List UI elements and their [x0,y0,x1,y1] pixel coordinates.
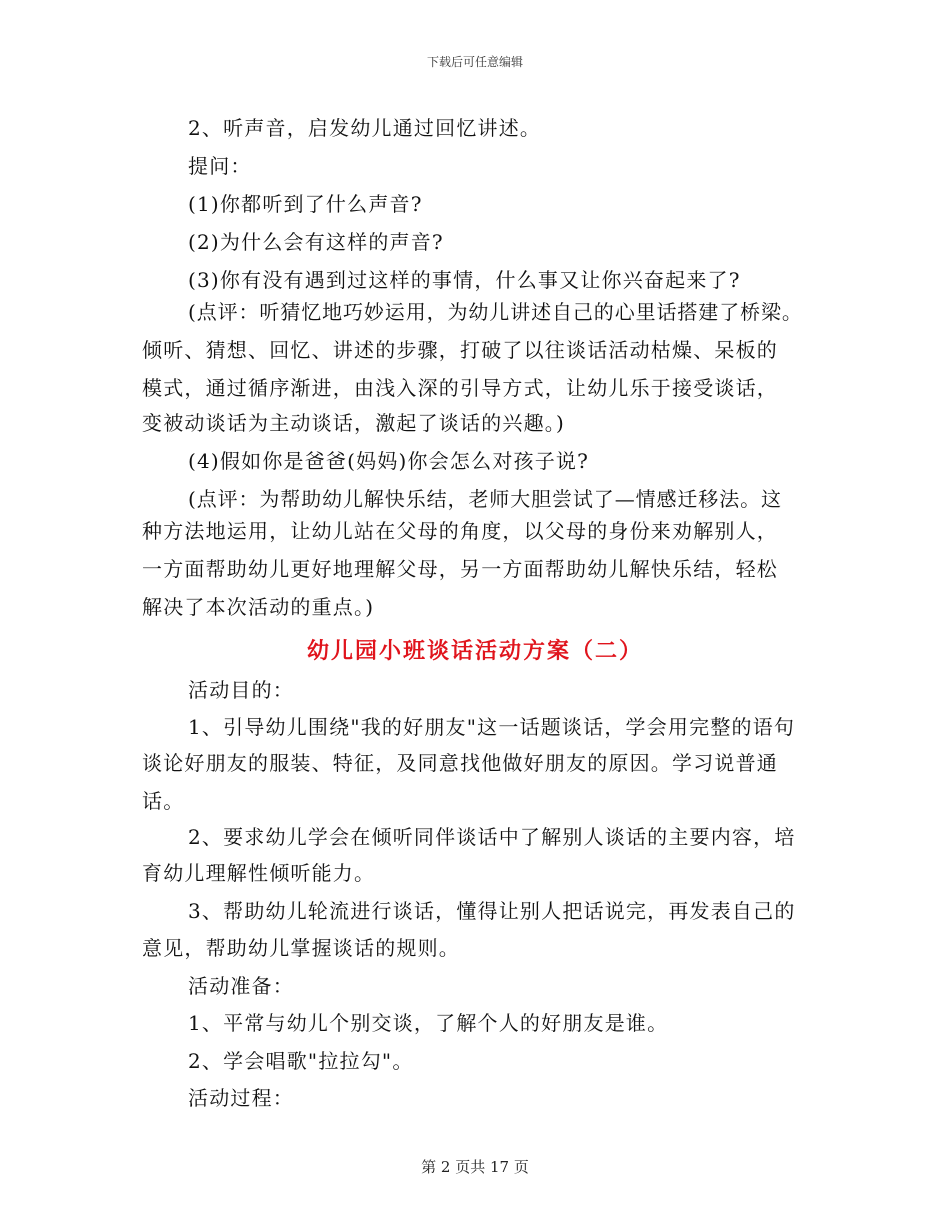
text-line: 育幼儿理解性倾听能力。 [142,861,376,885]
text-line: 谈论好朋友的服装、特征，及同意找他做好朋友的原因。学习说普通 [142,751,778,775]
text-line: 活动目的： [188,678,294,702]
text-line: 模式，通过循序渐进，由浅入深的引导方式，让幼儿乐于接受谈话， [142,376,778,400]
text-line: 2、听声音，启发幼儿通过回忆讲述。 [188,116,542,140]
text-line: 话。 [142,789,185,813]
page-header: 下载后可任意编辑 [426,55,523,69]
page-footer: 第 2 页共 17 页 [421,1158,529,1176]
section-title: 幼儿园小班谈话活动方案（二） [306,638,643,664]
text-line: 2、学会唱歌"拉拉勾"。 [188,1049,414,1073]
text-line: 倾听、猜想、回忆、讲述的步骤，打破了以往谈话活动枯燥、呆板的 [142,338,778,362]
text-line: (3)你有没有遇到过这样的事情，什么事又让你兴奋起来了? [188,268,741,292]
text-line: 1、引导幼儿围绕"我的好朋友"这一话题谈话，学会用完整的语句 [188,715,796,739]
text-line: 1、平常与幼儿个别交谈，了解个人的好朋友是谁。 [188,1011,669,1035]
text-line: 变被动谈话为主动谈话，激起了谈话的兴趣。) [142,411,566,435]
text-line: (点评：听猜忆地巧妙运用，为幼儿讲述自己的心里话搭建了桥梁。 [188,300,803,324]
text-line: 3、帮助幼儿轮流进行谈话，懂得让别人把话说完，再发表自己的 [188,899,796,923]
text-line: (4)假如你是爸爸(妈妈)你会怎么对孩子说? [188,449,590,473]
text-line: 2、要求幼儿学会在倾听同伴谈话中了解别人谈话的主要内容，培 [188,825,796,849]
text-line: 解决了本次活动的重点。) [142,595,375,619]
text-line: 提问： [188,154,252,178]
text-line: 活动过程： [188,1086,294,1110]
text-line: 意见，帮助幼儿掌握谈话的规则。 [142,936,460,960]
text-line: (点评：为帮助幼儿解快乐结，老师大胆尝试了—情感迁移法。这 [188,487,782,511]
text-line: 活动准备： [188,974,294,998]
text-line: (1)你都听到了什么声音? [188,192,423,216]
text-line: 一方面帮助幼儿更好地理解父母，另一方面帮助幼儿解快乐结，轻松 [142,557,778,581]
text-line: (2)为什么会有这样的声音? [188,230,444,254]
text-line: 种方法地运用，让幼儿站在父母的角度，以父母的身份来劝解别人， [142,519,778,543]
